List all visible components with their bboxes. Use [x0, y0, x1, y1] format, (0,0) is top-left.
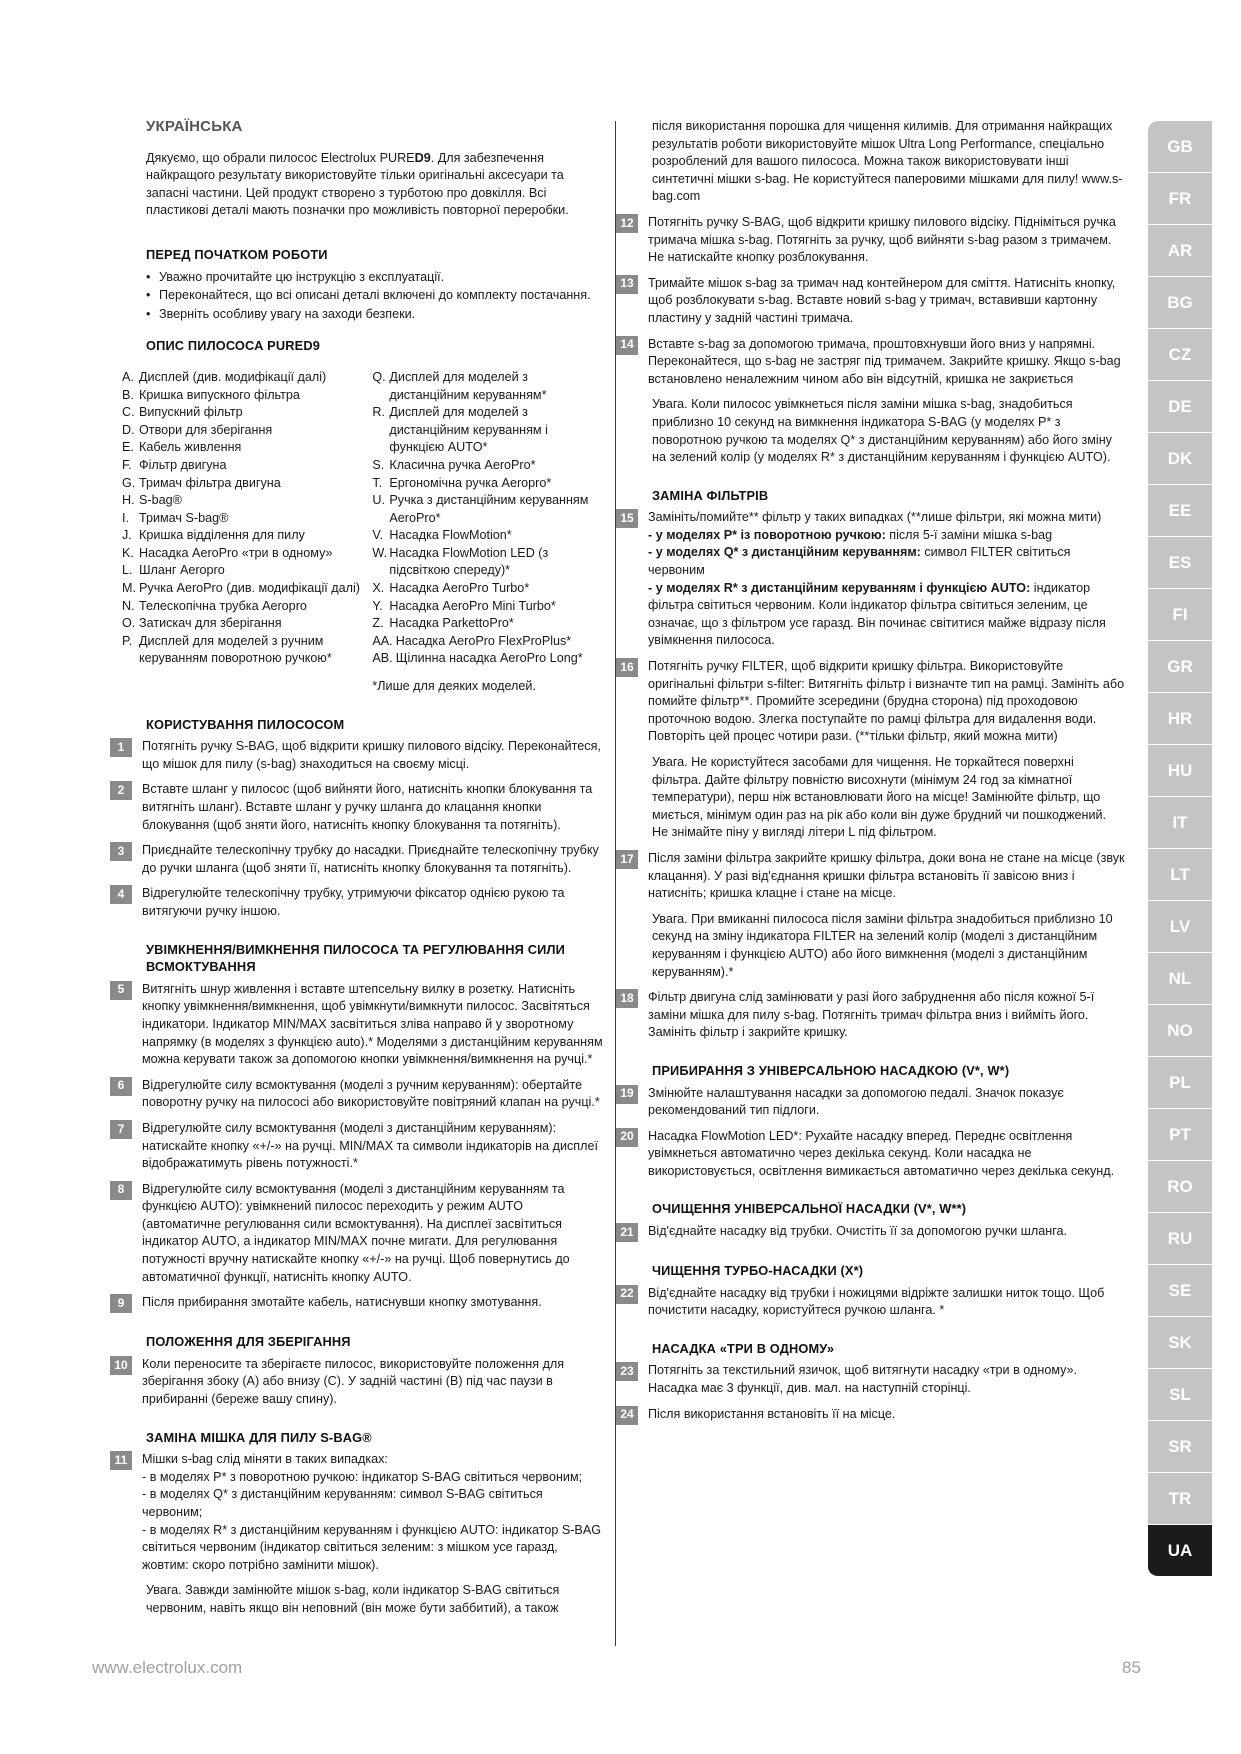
step-number: 21: [616, 1223, 638, 1242]
part-letter: AB.: [372, 651, 393, 666]
part-text: Насадка AeroPro FlexProPlus*: [395, 633, 572, 648]
step-number: 7: [110, 1120, 132, 1139]
step-text: Відрегулюйте силу всмоктування (моделі з дистанційним керуванням): натискайте кнопку «+/-» на ручці. MIN/MAX та символи індикаторів на дисплеї відображатимуть рівень потужності.*: [142, 1120, 598, 1171]
language-tab-de[interactable]: DE: [1148, 381, 1212, 433]
step-number: 23: [616, 1362, 638, 1381]
part-letter: B.: [122, 387, 134, 402]
list-item: [372, 650, 604, 668]
universal-wash-steps: [620, 1223, 1125, 1242]
step-number: 2: [110, 781, 132, 800]
universal-clean-title: ПРИБИРАННЯ З УНІВЕРСАЛЬНОЮ НАСАДКОЮ (V*, W*): [652, 1062, 1010, 1078]
power-title: УВІМКНЕННЯ/ВИМКНЕННЯ ПИЛОСОСА ТА РЕГУЛЮВАННЯ СИЛИ ВСМОКТУВАННЯ: [146, 941, 565, 975]
part-text: Дисплей для моделей з дистанційним керуванням*: [389, 369, 547, 402]
step-18: 18 Фільтр двигуна слід замінювати у разі його забруднення або після кожної 5-ї заміни мішка для пилу s-bag. Потягніть тримач фільтра вниз і вийміть його. Замініть фільтр і закрийте кришку.: [630, 989, 1125, 1042]
power-steps: [117, 981, 604, 1314]
step-text: Витягніть шнур живлення і вставте штепсельну вилку в розетку. Натисніть кнопку увімкнення/вимкнення, щоб увімкнути/вимкнути пилосос. Засвітяться індикатори. Індикатор MIN/MAX засвітиться зліва направо й у зворотному напрямку (в моделях з функцією auto).* Моделями з дистанційним керуванням можна керувати також за допомогою кнопки увімкнення/вимкнення на ручці.*: [142, 981, 603, 1067]
part-text: Фільтр двигуна: [139, 457, 227, 472]
step-text: Відрегулюйте силу всмоктування (моделі з ручним керуванням): обертайте поворотну ручку на пилососі або використовуйте повітряний клапан на ручці.*: [142, 1077, 600, 1110]
part-text: Випускний фільтр: [139, 405, 243, 420]
step-number: 14: [616, 336, 638, 355]
part-letter: W.: [372, 545, 388, 560]
language-tab-hu[interactable]: HU: [1148, 745, 1212, 797]
bag-note-right: після використання порошка для чищення килимів. Для отримання найкращих результатів роботи використовуйте мішок Ultra Long Performance, спеціально розроблений для вашого пилососа. Можна також використовувати інші синтетичні мішки s-bag. Не користуйтеся паперовими мішками для пилу! www.s-bag.com: [652, 119, 1123, 204]
step-text: Потягніть ручку S-BAG, щоб відкрити кришку пилового відсіку. Підніміться ручка тримача мішка s-bag. Потягніть за ручку, щоб вийняти s-bag разом з тримачем. Не натискайте кнопку розблокування.: [648, 214, 1116, 265]
step-line: - в моделях Q* з дистанційним керуванням: символ S-BAG світиться червоним;: [142, 1487, 543, 1519]
before-start-list: [146, 269, 604, 324]
step-item: [117, 842, 604, 877]
step-text: Коли переносите та зберігаєте пилосос, використовуйте положення для зберігання збоку (A) або внизу (C). У задній частині (B) під час паузи в прибиранні (береже вашу спину).: [142, 1356, 565, 1407]
part-text: Шланг Aeropro: [139, 563, 225, 578]
step-text: Після використання встановіть її на місце.: [648, 1406, 896, 1421]
step-number: 9: [110, 1294, 132, 1313]
step-number: 5: [110, 981, 132, 1000]
step-item: [117, 1294, 604, 1313]
language-tab-ru[interactable]: RU: [1148, 1213, 1212, 1265]
using-steps: [117, 738, 604, 920]
step-item: [117, 738, 604, 773]
part-text: Кабель живлення: [139, 440, 242, 455]
step-text: Тримайте мішок s-bag за тримач над контейнером для сміття. Натисніть кнопку, щоб розблокувати s-bag. Вставте новий s-bag у тримач, вставивши картонну пластину у задній частині тримача.: [648, 275, 1116, 325]
list-item: [122, 404, 370, 422]
step-number: 4: [110, 885, 132, 904]
step-16: 16 Потягніть ручку FILTER, щоб відкрити кришку фільтра. Використовуйте оригінальні фільтри s-filter: Витягніть фільтр і визначте тип на рамці. Замініть або помийте фільтр**. Промийте зсередини (брудна сторона) під проходовою проточною водою. Злегка поступайте по рамці фільтра для видалення води. Повторіть цей процес чотири рази. (**тільки фільтр, який можна мити): [630, 658, 1125, 746]
language-tab-sk[interactable]: SK: [1148, 1317, 1212, 1369]
part-letter: L.: [122, 563, 133, 578]
language-tab-fr[interactable]: FR: [1148, 173, 1212, 225]
step-item: [620, 1128, 1125, 1181]
list-item: [122, 475, 370, 493]
language-tab-no[interactable]: NO: [1148, 1005, 1212, 1057]
part-letter: Z.: [372, 616, 384, 631]
step-item: [620, 275, 1125, 328]
step-text: Відрегулюйте телескопічну трубку, утримуючи фіксатор однією рукою та витягуючи ручку іншою.: [142, 886, 565, 918]
step-line: - в моделях R* з дистанційним керуванням і функцією AUTO: індикатор S-BAG світиться червоним (індикатор світиться зеленим: з мішком усе гаразд, жовтим: скоро потрібно замінити мішок).: [142, 1522, 602, 1572]
before-start-title: ПЕРЕД ПОЧАТКОМ РОБОТИ: [146, 246, 328, 262]
part-text: Затискач для зберігання: [139, 616, 282, 631]
step-11: [114, 1451, 604, 1574]
list-item: [372, 633, 604, 651]
step-number: 20: [616, 1128, 638, 1147]
list-item: • Переконайтеся, що всі описані деталі включені до комплекту постачання.: [146, 287, 604, 305]
list-item: [122, 369, 370, 387]
part-letter: S.: [372, 457, 385, 472]
list-item: [122, 633, 370, 668]
list-item: [372, 545, 604, 580]
part-text: S-bag®: [139, 493, 182, 508]
part-text: Ручка AeroPro (див. модифікації далі): [139, 581, 360, 596]
step-item: [620, 1406, 1125, 1425]
list-item: [122, 492, 370, 510]
bag-steps: [620, 214, 1125, 388]
language-title: УКРАЇНСЬКА: [146, 118, 243, 135]
step-line: - в моделях P* з поворотною ручкою: індикатор S-BAG світиться червоним;: [142, 1469, 583, 1484]
step-number: 19: [616, 1085, 638, 1104]
step-number: 24: [616, 1406, 638, 1425]
language-tab-es[interactable]: ES: [1148, 537, 1212, 589]
language-tab-sr[interactable]: SR: [1148, 1421, 1212, 1473]
step-text: Вставте шланг у пилосос (щоб вийняти його, натисніть кнопки блокування та витягніть шланг). Вставте шланг у ручку шланга до клацання кнопки блокування (щоб зняти його, натисніть кнопку блокування та потягніть).: [142, 782, 593, 832]
right-column: [620, 118, 1125, 1433]
part-text: Дисплей (див. модифікації далі): [139, 369, 327, 384]
part-text: Насадка FlowMotion*: [389, 528, 512, 543]
part-text: Отвори для зберігання: [139, 422, 273, 437]
step-17: 17 Після заміни фільтра закрийте кришку фільтра, доки вона не стане на місце (звук клацання). У разі від'єднання кришки фільтра встановіть її завісою вниз і натисніть; кришка клацне і стане на місце.: [630, 850, 1125, 903]
language-tab-cz[interactable]: CZ: [1148, 329, 1212, 381]
parts-note: *Лише для деяких моделей.: [372, 679, 536, 694]
list-item: [122, 615, 370, 633]
language-tab-se[interactable]: SE: [1148, 1265, 1212, 1317]
part-text: Ергономічна ручка Aeropro*: [389, 475, 552, 490]
footer-url: www.electrolux.com: [92, 1658, 243, 1677]
language-tab-nl[interactable]: NL: [1148, 953, 1212, 1005]
step-item: [117, 885, 604, 920]
step-item: [117, 1077, 604, 1112]
list-item: [372, 615, 604, 633]
step-item: [620, 214, 1125, 267]
step-item: [620, 1285, 1125, 1320]
part-letter: Q.: [372, 369, 386, 384]
list-item: [122, 387, 370, 405]
three-in-one-title: НАСАДКА «ТРИ В ОДНОМУ»: [652, 1340, 835, 1356]
step-number: 17: [616, 850, 638, 869]
step-line: Мішки s-bag слід міняти в таких випадках:: [142, 1452, 388, 1467]
part-letter: J.: [122, 528, 132, 543]
part-text: Дисплей для моделей з дистанційним керуванням і функцією AUTO*: [389, 405, 548, 455]
part-letter: V.: [372, 528, 384, 543]
part-text: Тримач S-bag®: [139, 510, 229, 525]
part-text: Кришка випускного фільтра: [139, 387, 300, 402]
part-letter: E.: [122, 440, 134, 455]
language-tab-it[interactable]: IT: [1148, 797, 1212, 849]
list-item: [122, 580, 370, 598]
list-item: • Уважно прочитайте цю інструкцію з експлуатації.: [146, 269, 604, 287]
step-text: Змінюйте налаштування насадки за допомогою педалі. Значок показує рекомендований тип підлоги.: [648, 1085, 1064, 1118]
part-letter: D.: [122, 422, 135, 437]
part-text: Кришка відділення для пилу: [139, 528, 305, 543]
list-item: [372, 475, 604, 493]
language-tabs: [1148, 121, 1212, 1577]
step-item: [117, 781, 604, 834]
part-letter: H.: [122, 493, 135, 508]
step-number: 22: [616, 1285, 638, 1304]
part-letter: N.: [122, 598, 135, 613]
part-text: Дисплей для моделей з ручним керуванням поворотною ручкою*: [139, 633, 332, 666]
step-number: 13: [616, 275, 638, 294]
list-item: [122, 422, 370, 440]
intro-paragraph: Дякуємо, що обрали пилосос Electrolux PURED9. Для забезпечення найкращого результату використовуйте тільки оригінальні аксесуари та запасні частини. Цей продукт створено з турботою про довкілля. Всі пластикові деталі мають позначки про можливість повторної переробки.: [146, 150, 569, 218]
using-title: КОРИСТУВАННЯ ПИЛОСОСОМ: [146, 716, 345, 732]
turbo-title: ЧИЩЕННЯ ТУРБО-НАСАДКИ (X*): [652, 1263, 864, 1279]
step-text: Після прибирання змотайте кабель, натиснувши кнопку змотування.: [142, 1295, 542, 1310]
parts-column-right: [372, 369, 604, 696]
three-in-one-steps: [620, 1362, 1125, 1424]
list-item: [372, 369, 604, 404]
language-tab-dk[interactable]: DK: [1148, 433, 1212, 485]
step-text: Приєднайте телескопічну трубку до насадки. Приєднайте телескопічну трубку до ручки шланга (щоб зняти її, натисніть кнопку блокування та потягніть).: [142, 843, 599, 875]
part-letter: M.: [122, 581, 136, 596]
language-tab-ro[interactable]: RO: [1148, 1161, 1212, 1213]
language-tab-lv[interactable]: LV: [1148, 901, 1212, 953]
part-letter: AA.: [372, 633, 393, 648]
language-tab-lt[interactable]: LT: [1148, 849, 1212, 901]
step-text: Насадка FlowMotion LED*: Рухайте насадку вперед. Переднє освітлення увімкнеться автоматично через декілька секунд. Коли насадка не використовується, освітлення вимикається автоматично через декілька секунд.: [648, 1128, 1115, 1178]
part-letter: C.: [122, 405, 135, 420]
list-item: [372, 404, 604, 457]
bag-note-2: Увага. Коли пилосос увімкнеться після заміни мішка s-bag, знадобиться приблизно 10 секунд на вимкнення індикатора S-BAG (у моделях P* з поворотною ручкою та моделях Q* з дистанційним керуванням) або його зміну на зелений колір (у моделях R* з дистанційним керуванням і функцією AUTO).: [652, 397, 1112, 465]
storage-steps: [114, 1356, 604, 1409]
step-number: 12: [616, 214, 638, 233]
list-item: [122, 562, 370, 580]
step-text: Потягніть ручку S-BAG, щоб відкрити кришку пилового відсіку. Переконайтеся, що мішок для пилу (s-bag) знаходиться на своєму місці.: [142, 739, 601, 771]
language-tab-fi[interactable]: FI: [1148, 589, 1212, 641]
part-text: Щілинна насадка AeroPro Long*: [395, 651, 583, 666]
step-number: 8: [110, 1181, 132, 1200]
part-text: Телескопічна трубка Aeropro: [139, 598, 307, 613]
language-tab-tr[interactable]: TR: [1148, 1473, 1212, 1525]
part-letter: P.: [122, 633, 133, 648]
language-tab-hr[interactable]: HR: [1148, 693, 1212, 745]
step-number: 11: [110, 1451, 132, 1470]
part-text: Насадка AeroPro Mini Turbo*: [389, 598, 556, 613]
list-item: • Зверніть особливу увагу на заходи безпеки.: [146, 306, 604, 324]
list-item: [122, 545, 370, 563]
step-number: 18: [616, 989, 638, 1008]
step-number: 3: [110, 842, 132, 861]
storage-title: ПОЛОЖЕННЯ ДЛЯ ЗБЕРІГАННЯ: [146, 1334, 351, 1350]
list-item: [372, 580, 604, 598]
step-item: [117, 1120, 604, 1173]
step-text: Вставте s-bag за допомогою тримача, проштовхнувши його вниз у напрямні. Переконайтеся, що s-bag не застряг під тримачем. Закрийте кришку. Якщо s-bag встановлено неналежним чином або він відсутній, кришка не закриється: [648, 336, 1121, 386]
filters-title: ЗАМІНА ФІЛЬТРІВ: [652, 487, 769, 503]
step-text: Відрегулюйте силу всмоктування (моделі з дистанційним керуванням та функцією AUTO): увімкнений пилосос переходить у режим AUTO (автоматичне регулювання сили всмоктування). На дисплеї засвітиться індикатор AUTO, а індикатор MIN/MAX почне мигати. Для регулювання потужності вручну натискайте кнопку «+/-» на ручці. Щоб повернутись до автоматичної функції, натисніть кнопку AUTO.: [142, 1181, 570, 1284]
language-tab-pt[interactable]: PT: [1148, 1109, 1212, 1161]
language-tab-gb[interactable]: GB: [1148, 121, 1212, 173]
language-tab-ua[interactable]: UA: [1148, 1525, 1212, 1577]
step-number: 15: [616, 509, 638, 528]
list-item: [122, 598, 370, 616]
part-letter: O.: [122, 616, 136, 631]
part-letter: K.: [122, 545, 134, 560]
language-tab-ar[interactable]: AR: [1148, 225, 1212, 277]
bag-note-left: Увага. Завжди замінюйте мішок s-bag, коли індикатор S-BAG світиться червоним, навіть якщо він неповний (він може бути заббитий), а також: [146, 1583, 560, 1615]
step-text: Потягніть за текстильний язичок, щоб витягнути насадку «три в одному». Насадка має 3 функції, див. мал. на наступній сторінці.: [648, 1363, 1078, 1396]
step-number: 6: [110, 1077, 132, 1096]
language-tab-sl[interactable]: SL: [1148, 1369, 1212, 1421]
step-number: 16: [616, 658, 638, 677]
step-15: 15 Замініть/помийте** фільтр у таких випадках (**лише фільтри, які можна мити) - у моделях P* із поворотною ручкою: після 5-ї заміни мішка s-bag - у моделях Q* з дистанційним керуванням: символ FILTER світиться червоним - у моделях R* з дистанційним керуванням і функцією AUTO: індикатор фільтра світиться червоним. Коли індикатор фільтра світиться зеленим, це означає, що з фільтром усе гаразд. Він починає світитися майже відразу після увімкнення пилососа.: [630, 509, 1125, 650]
step-item: [620, 1223, 1125, 1242]
part-letter: F.: [122, 457, 132, 472]
list-item: [372, 457, 604, 475]
part-letter: X.: [372, 581, 385, 596]
filters-note-2: Увага. При вмиканні пилососа після заміни фільтра знадобиться приблизно 10 секунд на зміну індикатора FILTER на зелений колір (моделі з дистанційним керуванням і функцією AUTO) або його вимкнення (моделі з дистанційним керуванням).*: [652, 911, 1113, 979]
bag-title: ЗАМІНА МІШКА ДЛЯ ПИЛУ S-BAG®: [146, 1429, 372, 1445]
step-item: [114, 1356, 604, 1409]
language-tab-pl[interactable]: PL: [1148, 1057, 1212, 1109]
list-item: [372, 598, 604, 616]
list-item: [122, 457, 370, 475]
part-letter: T.: [372, 475, 383, 490]
part-letter: R.: [372, 405, 385, 420]
left-column: [114, 118, 604, 1626]
filters-note-1: Увага. Не користуйтеся засобами для чищення. Не торкайтеся поверхні фільтра. Дайте фільтру повністю висохнути (мінімум 24 год за кімнатної температури), перш ніж встановлювати його на місце! Замінюйте фільтр, що миється, мінімум один раз на рік або коли він дуже брудний чи пошкоджений. Не знімайте піну у вигляді літери L під фільтром.: [652, 755, 1107, 840]
step-text: Від'єднайте насадку від трубки і ножицями відріжте залишки ниток тощо. Щоб почистити насадку, користуйтеся ручкою шланга. *: [648, 1285, 1105, 1318]
step-item: [620, 1362, 1125, 1397]
universal-wash-title: ОЧИЩЕННЯ УНІВЕРСАЛЬНОЇ НАСАДКИ (V*, W**): [652, 1201, 967, 1217]
part-text: Насадка FlowMotion LED (з підсвіткою спереду)*: [389, 545, 549, 578]
part-text: Класична ручка AeroPro*: [389, 457, 536, 472]
parts-list: [122, 369, 604, 696]
part-text: Насадка AeroPro Turbo*: [389, 581, 530, 596]
list-item: [372, 527, 604, 545]
language-tab-gr[interactable]: GR: [1148, 641, 1212, 693]
step-item: [620, 336, 1125, 389]
step-text: Від'єднайте насадку від трубки. Очистіть її за допомогою ручки шланга.: [648, 1224, 1068, 1239]
part-letter: A.: [122, 369, 134, 384]
step-number: 1: [110, 738, 132, 757]
part-text: Тримач фільтра двигуна: [139, 475, 281, 490]
part-letter: G.: [122, 475, 136, 490]
step-item: [117, 981, 604, 1069]
list-item: [122, 510, 370, 528]
page-number: 85: [1122, 1658, 1141, 1677]
list-item: [372, 492, 604, 527]
universal-clean-steps: [620, 1085, 1125, 1181]
list-item: [122, 527, 370, 545]
parts-column-left: [122, 369, 370, 696]
part-letter: U.: [372, 493, 385, 508]
language-tab-ee[interactable]: EE: [1148, 485, 1212, 537]
step-number: 10: [110, 1356, 132, 1375]
part-letter: Y.: [372, 598, 383, 613]
part-text: Ручка з дистанційним керуванням AeroPro*: [389, 493, 589, 525]
part-text: Насадка AeroPro «три в одному»: [139, 545, 333, 560]
language-tab-bg[interactable]: BG: [1148, 277, 1212, 329]
part-text: Насадка ParkettoPro*: [389, 616, 514, 631]
description-title: ОПИС ПИЛОСОСА PURED9: [146, 338, 320, 354]
part-letter: I.: [122, 510, 129, 525]
list-item: [122, 439, 370, 457]
turbo-steps: [620, 1285, 1125, 1320]
step-item: [117, 1181, 604, 1287]
step-item: [620, 1085, 1125, 1120]
